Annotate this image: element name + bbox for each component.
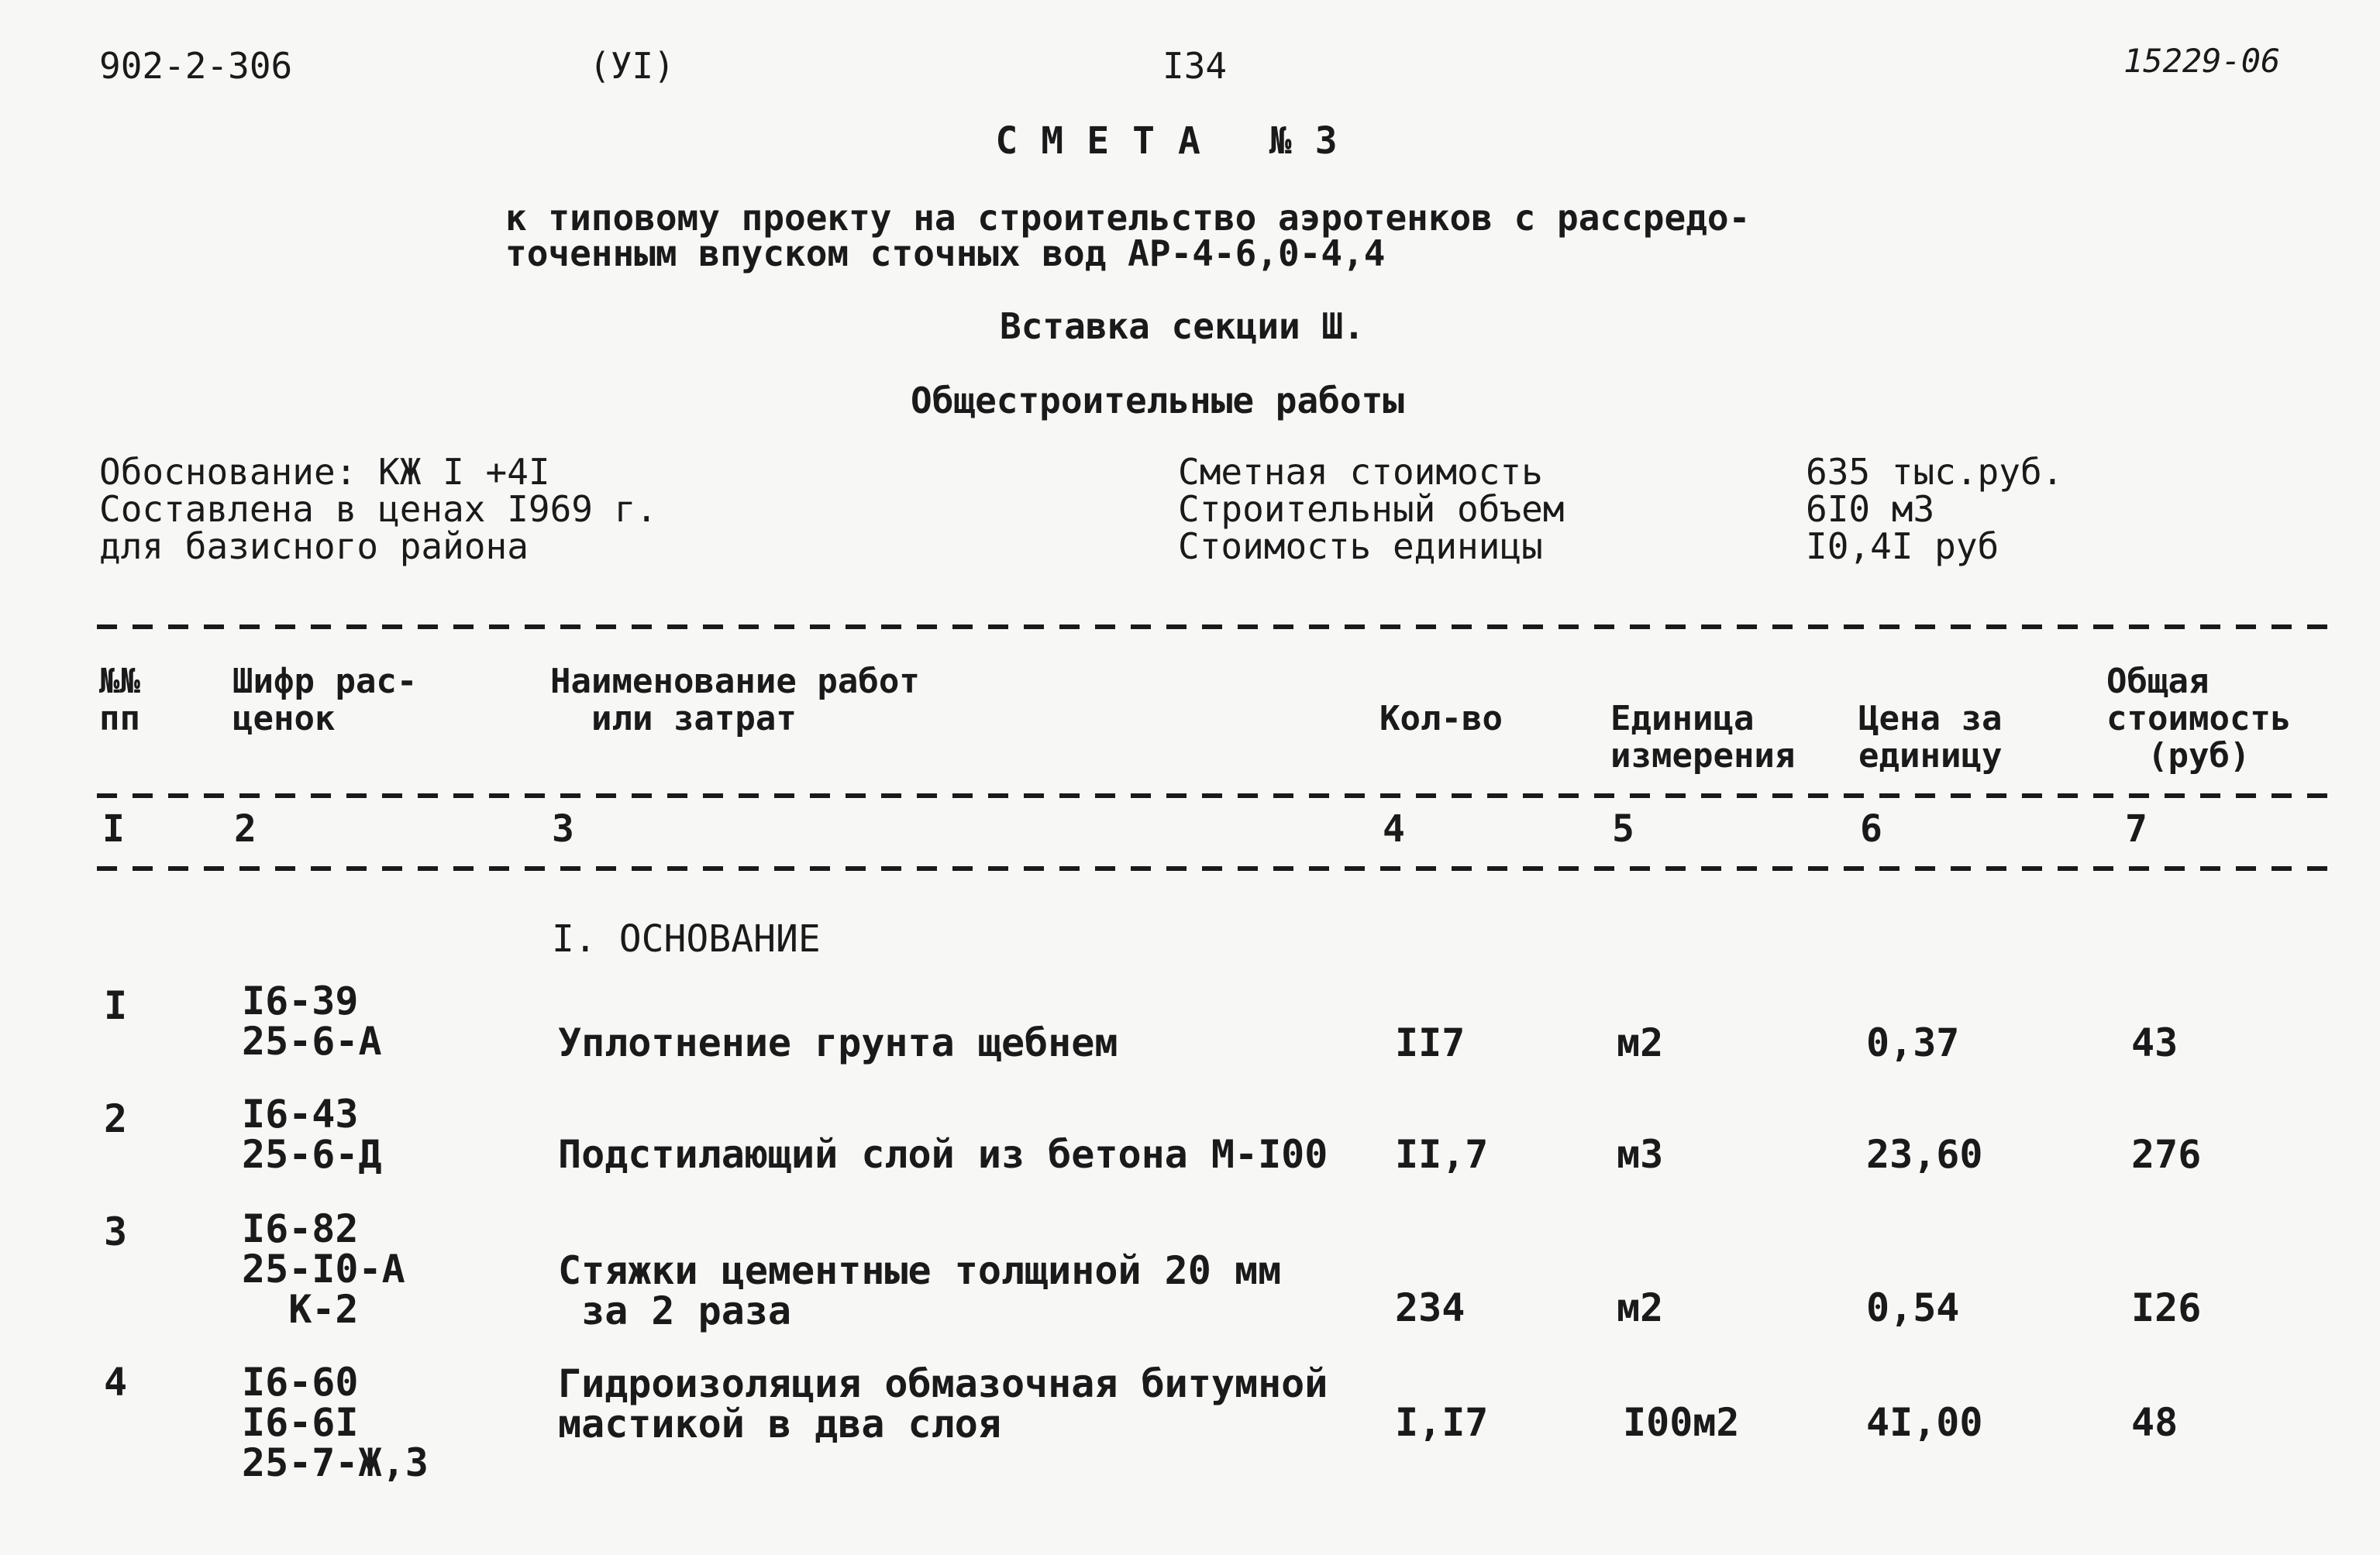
column-number: 2 [234, 807, 257, 851]
region-line: для базисного района [99, 525, 529, 567]
header-unit-price: Цена за единицу [1858, 699, 2003, 776]
quantity: I,I7 [1395, 1400, 1489, 1445]
estimated-cost-label: Сметная стоимость [1178, 451, 1543, 493]
column-number: I [102, 807, 125, 851]
column-number: 7 [2125, 807, 2148, 851]
unit-price: 0,37 [1866, 1020, 1960, 1065]
row-number: I [104, 983, 128, 1028]
basis-line: Обоснование: КЖ I +4I [99, 451, 550, 493]
work-name: Стяжки цементные толщиной 20 мм за 2 раза [558, 1248, 1282, 1333]
document-number: 902-2-306 [99, 45, 293, 87]
unit-price: 23,60 [1866, 1132, 1983, 1177]
rate-codes: I6-39 25-6-А [242, 979, 382, 1064]
rate-codes: I6-43 25-6-Д [242, 1092, 382, 1177]
header-bottom-rule [97, 793, 2329, 798]
quantity: II,7 [1395, 1132, 1489, 1177]
unit: м2 [1617, 1020, 1664, 1065]
rate-codes: I6-60 I6-6I 25-7-Ж,З [242, 1360, 429, 1485]
unit-price: 4I,00 [1866, 1400, 1983, 1445]
unit: м3 [1617, 1132, 1664, 1177]
quantity: II7 [1395, 1020, 1466, 1065]
row-number: 3 [104, 1209, 128, 1254]
total-cost: I26 [2131, 1285, 2202, 1330]
column-number: 5 [1612, 807, 1634, 851]
header-work-name: Наименование работ или затрат [550, 662, 920, 738]
building-volume-value: 6I0 м3 [1806, 488, 1935, 530]
header-quantity: Кол-во [1379, 699, 1503, 738]
header-unit: Единица измерения [1610, 699, 1796, 776]
unit: м2 [1617, 1285, 1664, 1330]
column-number: 4 [1383, 807, 1405, 851]
volume-label: (УI) [589, 45, 675, 87]
header-total-cost: Общая стоимость (руб) [2106, 662, 2292, 776]
subtitle-line-1: к типовому проекту на строительство аэротенков с рассредо- [505, 197, 1751, 239]
total-cost: 48 [2131, 1400, 2179, 1445]
subtitle-line-2: точенным впуском сточных вод АР-4-6,0-4,4 [505, 232, 1386, 274]
estimate-title: СМЕТА №3 [995, 119, 1361, 163]
estimated-cost-value: 635 тыс.руб. [1806, 451, 2064, 493]
inventory-number: 15229-06 [2123, 42, 2281, 80]
unit-cost-value: I0,4I руб [1806, 525, 1999, 567]
total-cost: 43 [2131, 1020, 2179, 1065]
work-name: Уплотнение грунта щебнем [558, 1020, 1118, 1065]
column-number: 3 [552, 807, 574, 851]
unit: I00м2 [1623, 1400, 1740, 1445]
row-number: 2 [104, 1096, 128, 1141]
row-number: 4 [104, 1360, 128, 1405]
quantity: 234 [1395, 1285, 1466, 1330]
section-line: Вставка секции Ш. [1000, 305, 1365, 347]
column-number: 6 [1860, 807, 1882, 851]
table-top-rule [97, 624, 2329, 629]
total-cost: 276 [2131, 1132, 2202, 1177]
unit-price: 0,54 [1866, 1285, 1960, 1330]
header-rate-code: Шифр рас- ценок [232, 662, 418, 738]
unit-cost-label: Стоимость единицы [1178, 525, 1543, 567]
rate-codes: I6-82 25-I0-А К-2 [242, 1206, 405, 1332]
header-row-number: №№ пп [99, 662, 140, 738]
work-name: Гидроизоляция обмазочная битумной мастикой в два слоя [558, 1361, 1328, 1447]
column-numbers-rule [97, 866, 2329, 871]
section-heading: I. ОСНОВАНИЕ [552, 917, 821, 961]
works-line: Общестроительные работы [911, 380, 1404, 421]
work-name: Подстилающий слой из бетона М-I00 [558, 1132, 1328, 1177]
prices-line: Составлена в ценах I969 г. [99, 488, 658, 530]
building-volume-label: Строительный объем [1178, 488, 1565, 530]
page-number: I34 [1162, 45, 1228, 87]
